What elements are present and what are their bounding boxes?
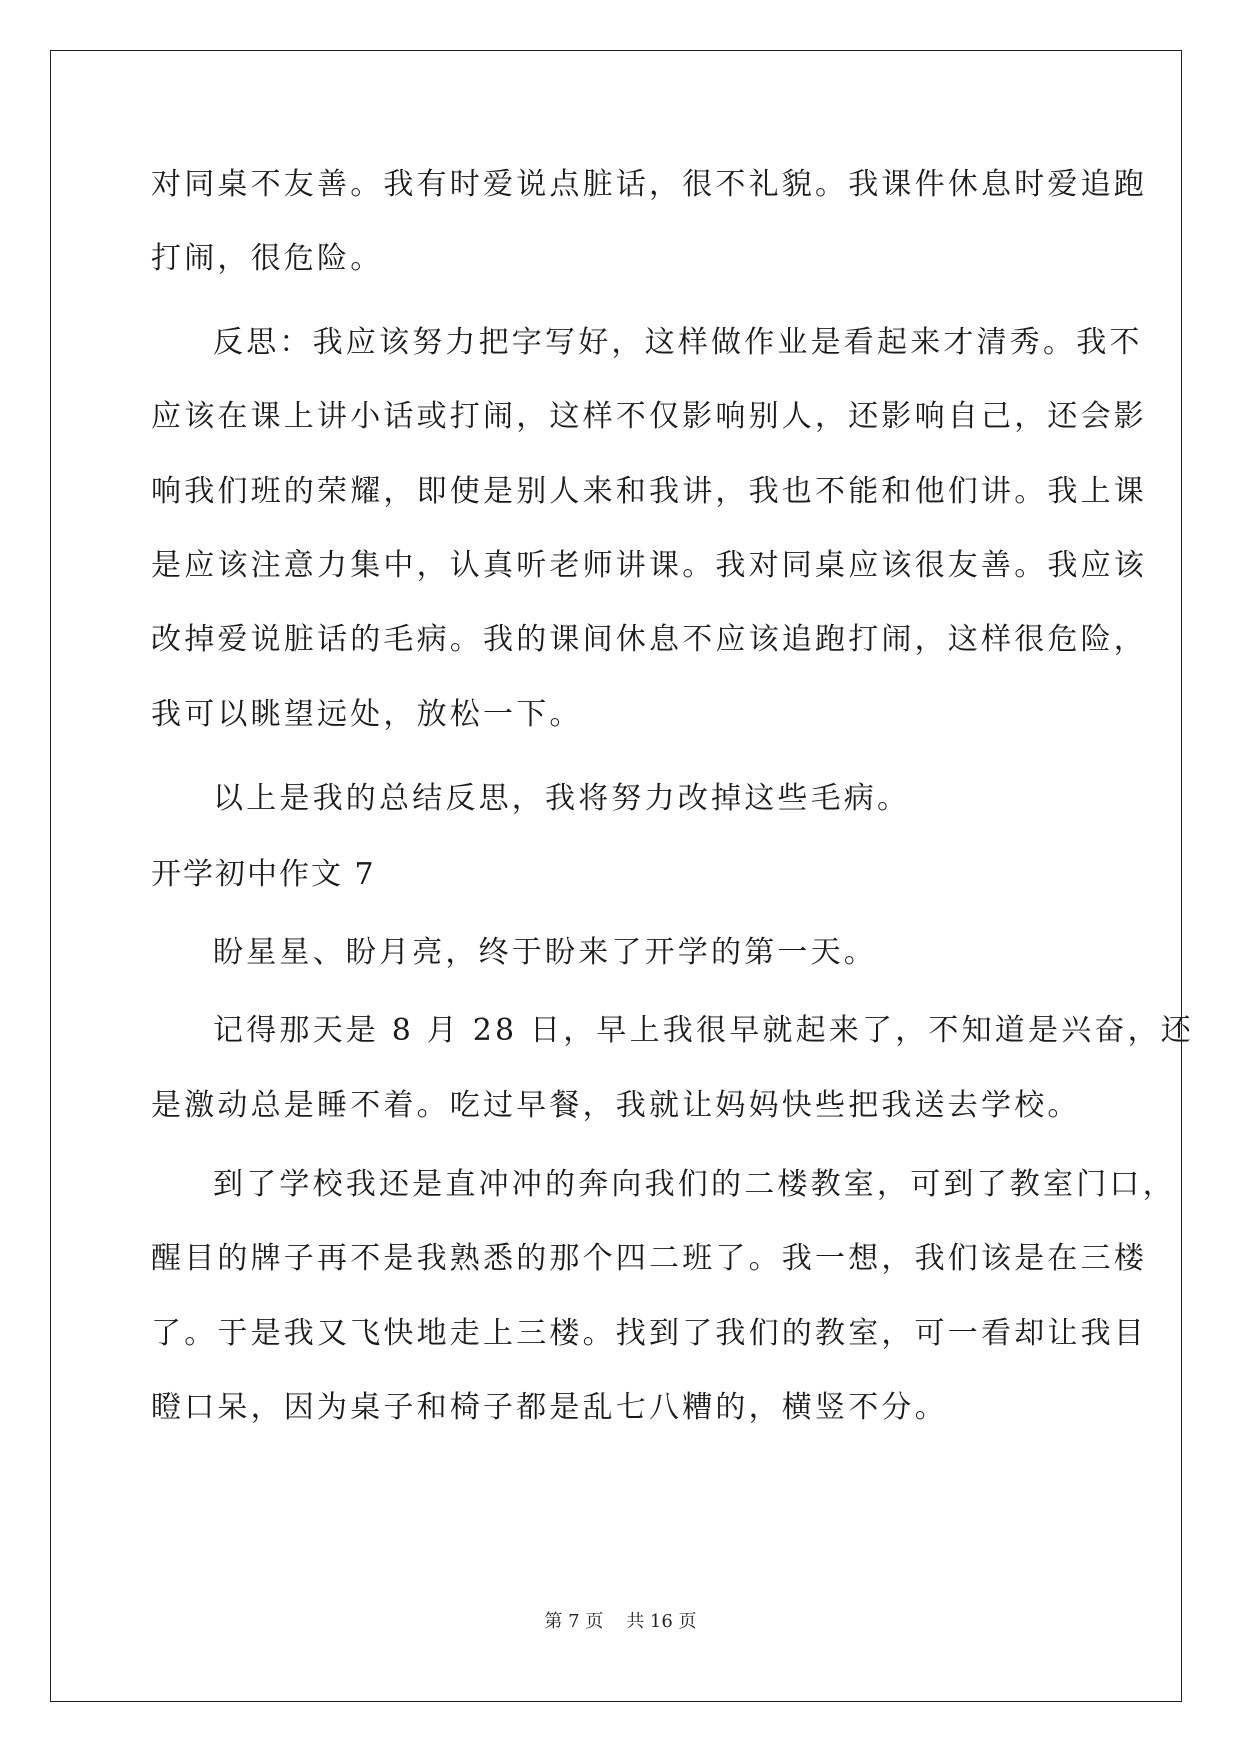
text-line: 盼星星、盼月亮，终于盼来了开学的第一天。 <box>213 935 877 970</box>
text-line: 了。于是我又飞快地走上三楼。找到了我们的教室，可一看却让我目 <box>151 1316 1147 1351</box>
page-number-footer: 第 7 页 共 16 页 <box>544 1611 697 1632</box>
text-line: 反思：我应该努力把字写好，这样做作业是看起来才清秀。我不 <box>213 325 1143 360</box>
text-line: 改掉爱说脏话的毛病。我的课间休息不应该追跑打闹，这样很危险， <box>151 622 1147 657</box>
text-line: 到了学校我还是直冲冲的奔向我们的二楼教室，可到了教室门口， <box>213 1167 1176 1202</box>
text-line: 应该在课上讲小话或打闹，这样不仅影响别人，还影响自己，还会影 <box>151 399 1147 434</box>
text-line: 对同桌不友善。我有时爱说点脏话，很不礼貌。我课件休息时爱追跑 <box>151 167 1147 202</box>
section-heading: 开学初中作文 7 <box>151 857 376 892</box>
text-line: 我可以眺望远处，放松一下。 <box>151 697 583 732</box>
text-line: 醒目的牌子再不是我熟悉的那个四二班了。我一想，我们该是在三楼 <box>151 1241 1147 1276</box>
text-line: 记得那天是 8 月 28 日，早上我很早就起来了，不知道是兴奋，还 <box>213 1013 1195 1048</box>
text-line: 瞪口呆，因为桌子和椅子都是乱七八糟的，横竖不分。 <box>151 1390 948 1425</box>
text-line: 响我们班的荣耀，即使是别人来和我讲，我也不能和他们讲。我上课 <box>151 474 1147 509</box>
text-line: 打闹，很危险。 <box>151 241 384 276</box>
text-line: 是应该注意力集中，认真听老师讲课。我对同桌应该很友善。我应该 <box>151 548 1147 583</box>
text-line: 是激动总是睡不着。吃过早餐，我就让妈妈快些把我送去学校。 <box>151 1088 1081 1123</box>
text-line: 以上是我的总结反思，我将努力改掉这些毛病。 <box>213 781 911 816</box>
